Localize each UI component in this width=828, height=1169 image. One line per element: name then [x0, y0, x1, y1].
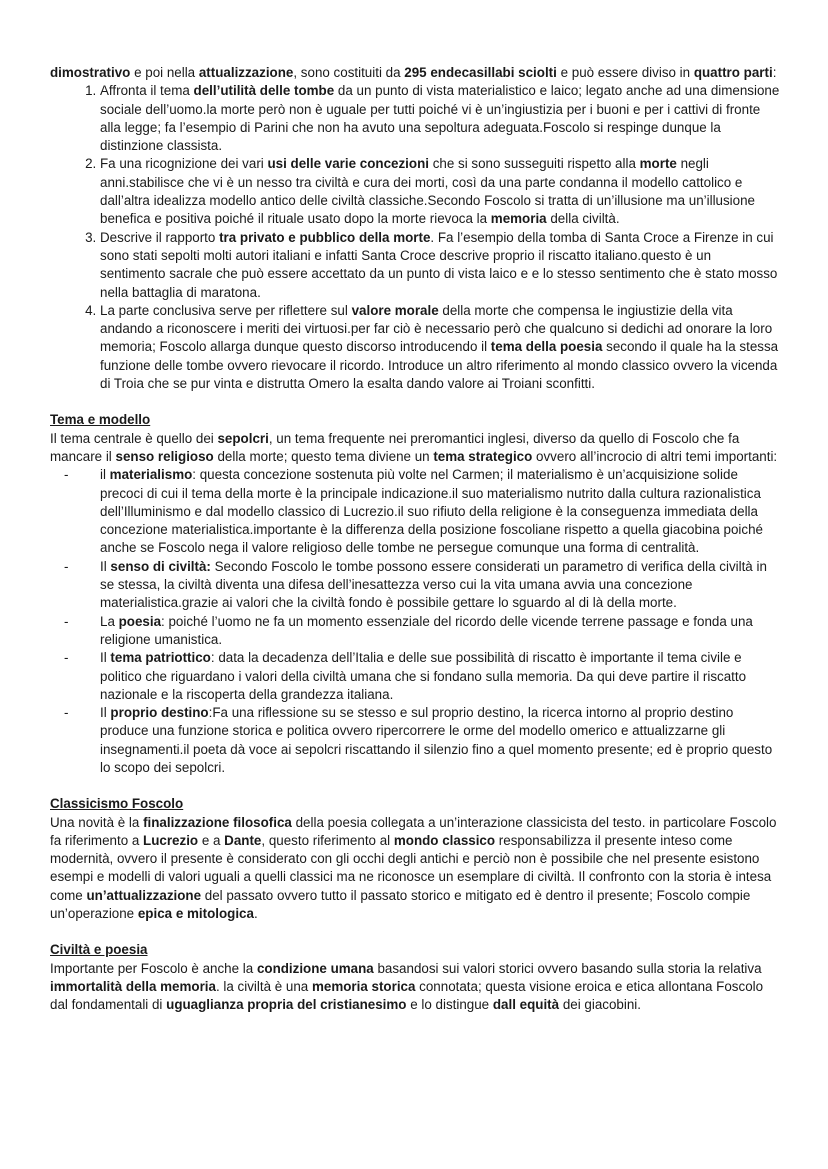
- bold-text-run: sepolcri: [217, 430, 269, 446]
- bullet-dash: -: [64, 613, 69, 629]
- section-paragraph: [50, 430, 780, 467]
- bold-text-run: usi delle varie concezioni: [267, 156, 429, 172]
- text-run: Una novità è la: [50, 814, 144, 830]
- bullet-dash: -: [64, 467, 69, 483]
- text-run: il: [100, 467, 110, 483]
- text-run: e a: [198, 832, 225, 848]
- text-run: e può essere diviso in: [556, 65, 694, 80]
- bold-text-run: dimostrativo: [50, 65, 131, 80]
- text-run: : poiché l’uomo ne fa un momento essenziale del ricordo delle vicende terrene passage e fonda una religione umanistica.: [100, 613, 753, 647]
- text-run: che si sono susseguiti rispetto alla: [428, 156, 640, 172]
- text-run: : questa concezione sostenuta più volte nel Carmen; il materialismo è un’acquisizione solide precoci di cui il tema della morte è la principale indicazione.il suo materialismo nutrito dalla cultura razionalistica dell’Illuminismo e dal modello classico di Lucrezio.il suo rifiuto della religione è la conseguenza immediata della concezione materialistica.importante è la differenza della posizione foscoliane rispetto a quella giacobina poiché anche se Foscolo nega il valore religioso delle tombe ne persegue comunque una forma di centralità.: [100, 467, 763, 556]
- bullet-text: [100, 614, 753, 647]
- bold-text-run: 295 endecasillabi sciolti: [404, 65, 557, 80]
- text-run: : data la decadenza dell’Italia e delle sue possibilità di riscatto è importante il tema civile e politico che riguardano i valori della civiltà umana che si fondano sulla memoria. Da qui deve partire il riscatto nazionale e la riscoperta della grandezza italiana.: [100, 650, 747, 702]
- bold-text-run: condizione umana: [256, 960, 374, 976]
- bullet-text: [100, 705, 772, 775]
- bold-text-run: epica e mitologica: [137, 906, 254, 922]
- list-item: [64, 649, 780, 704]
- text-run: . la civiltà è una: [215, 978, 312, 994]
- text-run: Il: [100, 705, 111, 721]
- bold-text-run: attualizzazione: [198, 65, 294, 80]
- text-run: della morte; questo tema diviene un: [213, 448, 434, 464]
- text-run: La parte conclusiva serve per riflettere sul: [100, 302, 352, 318]
- text-run: . Fa l’esempio della tomba di Santa Croce a Firenze in cui sono stati sepolti molti autori italiani e infatti Santa Croce descrive proprio il riscatto italiano.questo è un sentimento sacrale che può essere accettato da un punto di vista laico e e lo stesso sentimento che è stato mosso nella battaglia di maratona.: [100, 229, 778, 300]
- bold-text-run: Dante: [224, 832, 262, 848]
- text-run: :: [772, 65, 777, 80]
- text-run: connotata; questa visione eroica e etica allontana Foscolo dal fondamentali di: [50, 978, 764, 1013]
- bold-text-run: proprio destino: [110, 705, 209, 721]
- text-run: , sono costituiti da: [293, 65, 405, 80]
- bold-text-run: senso religioso: [115, 448, 214, 464]
- text-run: della poesia collegata a un’interazione classicista del testo. in particolare Foscolo fa riferimento a: [50, 814, 777, 848]
- bold-text-run: uguaglianza propria del cristianesimo: [166, 997, 407, 1013]
- bold-text-run: valore morale: [351, 302, 439, 318]
- section-heading-classicismo-foscolo: Classicismo Foscolo: [50, 796, 184, 812]
- list-item: [100, 82, 780, 155]
- bold-text-run: memoria storica: [311, 978, 416, 994]
- list-item: [64, 466, 780, 557]
- section-heading-tema-e-modello: Tema e modello: [50, 412, 151, 428]
- parts-list: [50, 82, 780, 393]
- bullet-dash: -: [64, 705, 69, 721]
- text-run: Importante per Foscolo è anche la: [50, 960, 257, 976]
- list-item: [100, 229, 780, 302]
- section-heading-civilta-e-poesia: Civiltà e poesia: [50, 942, 148, 958]
- intro-paragraph: [50, 64, 780, 82]
- bold-text-run: poesia: [118, 613, 162, 629]
- text-run: secondo il quale ha la stessa funzione delle tombe ovvero rievocare il ricordo. Introduce un altro riferimento al mondo classico ovvero la vicenda di Troia che se pur vinta e distrutta Omero la esalta dando valore ai Troiani sconfitti.: [100, 339, 779, 392]
- list-item: [64, 558, 780, 613]
- text-run: basandosi sui valori storici ovvero basando sulla storia la relativa: [373, 960, 762, 976]
- bullet-text: [100, 559, 767, 611]
- section-paragraph: [50, 960, 780, 1015]
- bold-text-run: dall equità: [492, 997, 560, 1013]
- text-run: dei giacobini.: [559, 997, 641, 1013]
- bold-text-run: senso di civiltà:: [110, 558, 211, 574]
- text-run: :Fa una riflessione su se stesso e sul proprio destino, la ricerca intorno al proprio destino produce una funzione storica e politica ovvero ripercorrere le orme del modello omerico e attualizzarne gli insegnamenti.il poeta dà voce ai sepolcri riscattando il silenzio fino a quel momento presente; ed è proprio questo lo scopo dei sepolcri.: [100, 705, 773, 775]
- bold-text-run: tema strategico: [433, 448, 533, 464]
- bold-text-run: tra privato e pubblico della morte: [219, 229, 431, 245]
- bold-text-run: tema patriottico: [110, 650, 211, 666]
- text-run: negli anni.stabilisce che vi è un nesso tra civiltà e cura dei morti, così da una parte condanna il modello cattolico e dall’altra idealizza modello antico delle civiltà classiche.Secondo Foscolo si tratta di un’illusione ma un’illusione benefica e positiva poiché il rituale usato dopo la morte rievoca la: [100, 156, 755, 227]
- text-run: Affronta il tema: [100, 83, 194, 99]
- bullet-dash: -: [64, 650, 69, 666]
- bold-text-run: un’attualizzazione: [86, 887, 202, 903]
- text-run: da un punto di vista materialistico e laico; legato anche ad una dimensione sociale dell’uomo.la morte però non è uguale per tutti poiché vi è un’ingiustizia per i buoni e per i cattivi di fronte alla legge; fa l’esempio di Parini che non ha avuto una sepoltura adeguata.Foscolo si respinge dunque la distinzione classista.: [100, 83, 780, 154]
- bold-text-run: morte: [639, 156, 677, 172]
- text-run: .: [253, 906, 258, 922]
- text-run: La: [100, 613, 119, 629]
- bold-text-run: tema della poesia: [490, 339, 603, 355]
- bullet-text: [100, 467, 763, 555]
- text-run: e poi nella: [130, 65, 199, 80]
- text-run: Fa una ricognizione dei vari: [100, 156, 268, 172]
- text-run: Il: [100, 650, 111, 666]
- text-run: e lo distingue: [406, 997, 493, 1013]
- bold-text-run: Lucrezio: [143, 832, 199, 848]
- list-item: [64, 613, 780, 650]
- section-paragraph: [50, 814, 780, 924]
- list-item: [100, 302, 780, 393]
- bullet-dash: -: [64, 558, 69, 574]
- bold-text-run: dell’utilità delle tombe: [193, 83, 335, 99]
- themes-list: [50, 466, 780, 777]
- bold-text-run: immortalità della memoria: [50, 978, 216, 994]
- bold-text-run: mondo classico: [393, 832, 496, 848]
- bold-text-run: memoria: [490, 211, 547, 227]
- text-run: , un tema frequente nei preromantici inglesi, diverso da quello di Foscolo che fa mancare il: [50, 430, 740, 464]
- text-run: Secondo Foscolo le tombe possono essere considerati un parametro di verifica della civiltà in se stessa, la civiltà diventa una difesa dell’inesattezza verso cui la vita umana avvia una concezione materialistica.grazie ai valori che la civiltà fondo è possibile gettare lo sguardo al di là della morte.: [100, 558, 767, 611]
- text-run: della morte che compensa le ingiustizie della vita andando a riconoscere i meriti dei virtuosi.per far ciò è necessario però che qualcuno si dedichi ad onorare la loro memoria; Foscolo allarga dunque questo discorso introducendo il: [100, 302, 773, 355]
- text-run: Il tema centrale è quello dei: [50, 430, 218, 446]
- text-run: responsabilizza il presente inteso come modernità, ovvero il presente è considerato con gli occhi degli antichi e perciò non è possibile che nel presente esistono esempi e modelli di valori uguali a quelli classici ma ne riconosce un esemplare di civiltà. Il confronto con la storia è intesa come: [50, 832, 772, 903]
- text-run: Descrive il rapporto: [100, 229, 220, 245]
- text-run: ovvero all’incrocio di altri temi importanti:: [532, 448, 778, 464]
- text-run: del passato ovvero tutto il passato storico e mitigato ed è dentro il presente; Foscolo compie un’operazione: [50, 887, 751, 922]
- bullet-text: [100, 650, 746, 702]
- bold-text-run: quattro parti: [693, 65, 773, 80]
- text-run: della civiltà.: [546, 211, 620, 227]
- text-run: Il: [100, 558, 111, 574]
- bold-text-run: finalizzazione filosofica: [143, 814, 292, 830]
- text-run: , questo riferimento al: [261, 832, 394, 848]
- list-item: [100, 155, 780, 228]
- list-item: [64, 704, 780, 777]
- bold-text-run: materialismo: [109, 467, 193, 483]
